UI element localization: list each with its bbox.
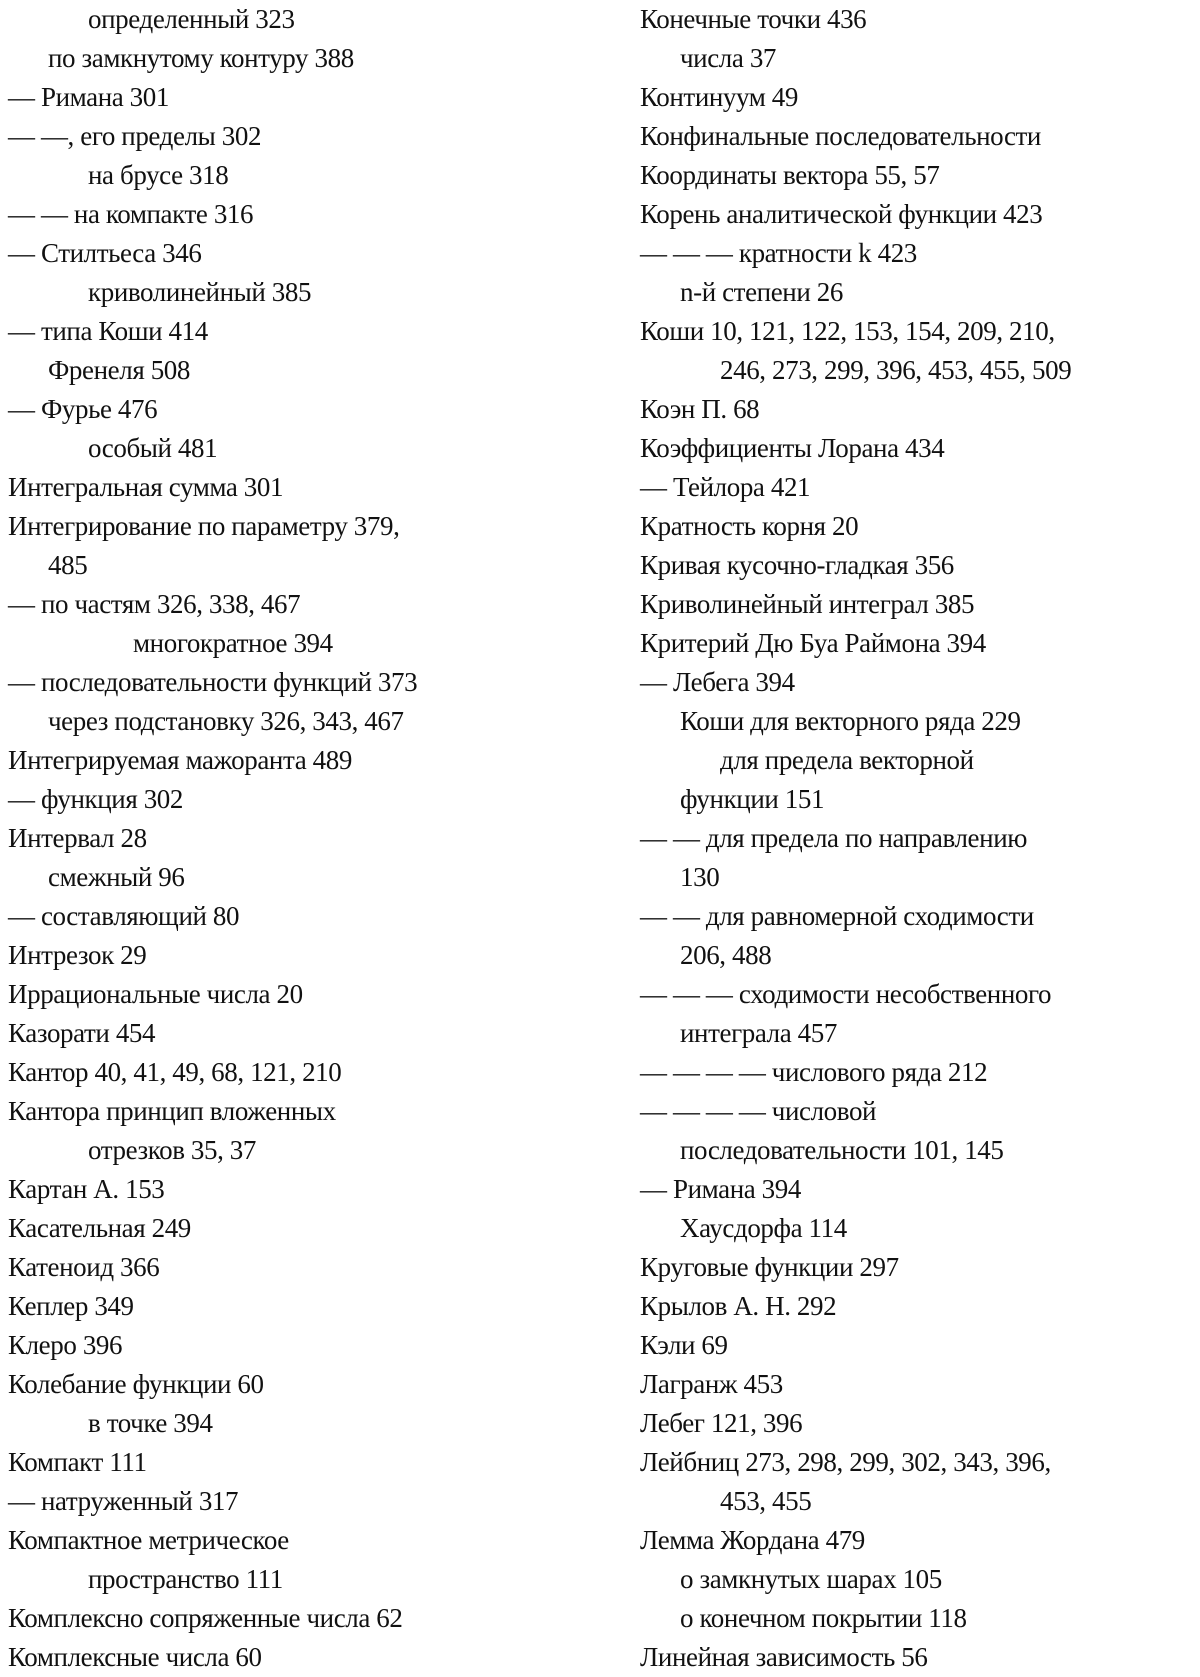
index-entry: Хаусдорфа 114: [680, 1213, 847, 1243]
index-entry: n-й степени 26: [680, 277, 843, 307]
index-entry: Компактное метрическое: [8, 1525, 289, 1555]
index-entry: по замкнутому контуру 388: [48, 43, 354, 73]
index-entry: Круговые функции 297: [640, 1252, 899, 1282]
index-entry: — типа Коши 414: [8, 316, 208, 346]
index-entry: — Римана 394: [640, 1174, 801, 1204]
index-entry: Казорати 454: [8, 1018, 156, 1048]
index-entry: — функция 302: [8, 784, 184, 814]
index-entry: Коэффициенты Лорана 434: [640, 433, 945, 463]
index-entry: — Лебега 394: [640, 667, 795, 697]
index-column-left: [8, 0, 608, 1677]
index-entry: Линейная зависимость 56: [640, 1642, 928, 1672]
index-entry: — натруженный 317: [8, 1486, 239, 1516]
index-entry: о конечном покрытии 118: [680, 1603, 967, 1633]
index-entry: Кэли 69: [640, 1330, 728, 1360]
index-entry: Комплексные числа 60: [8, 1642, 262, 1672]
index-entry: 485: [48, 550, 88, 580]
index-entry: Френеля 508: [48, 355, 190, 385]
index-entry: Лейбниц 273, 298, 299, 302, 343, 396,: [640, 1447, 1051, 1477]
index-entry: числа 37: [680, 43, 777, 73]
index-entry: пространство 111: [88, 1564, 283, 1594]
index-entry: в точке 394: [88, 1408, 213, 1438]
index-entry: Критерий Дю Буа Раймона 394: [640, 628, 986, 658]
index-entry: — — — сходимости несобственного: [640, 979, 1052, 1009]
index-entry: на брусе 318: [88, 160, 229, 190]
index-entry: Коши для векторного ряда 229: [680, 706, 1021, 736]
index-entry: 453, 455: [720, 1486, 812, 1516]
index-entry: Криволинейный интеграл 385: [640, 589, 975, 619]
index-entry: Интегрирование по параметру 379,: [8, 511, 400, 541]
index-entry: Континуум 49: [640, 82, 798, 112]
index-entry: 206, 488: [680, 940, 772, 970]
index-entry: Иррациональные числа 20: [8, 979, 303, 1009]
index-entry: многократное 394: [133, 628, 333, 658]
index-entry: Комплексно сопряженные числа 62: [8, 1603, 403, 1633]
index-entry: через подстановку 326, 343, 467: [48, 706, 404, 736]
index-entry: особый 481: [88, 433, 218, 463]
index-entry: — Тейлора 421: [640, 472, 811, 502]
index-entry: Коэн П. 68: [640, 394, 760, 424]
index-entry: Крылов А. Н. 292: [640, 1291, 837, 1321]
index-entry: Касательная 249: [8, 1213, 191, 1243]
index-entry: — — для предела по направлению: [640, 823, 1028, 853]
index-entry: — Фурье 476: [8, 394, 158, 424]
index-entry: Лемма Жордана 479: [640, 1525, 865, 1555]
index-entry: 130: [680, 862, 720, 892]
index-entry: отрезков 35, 37: [88, 1135, 256, 1165]
index-entry: — последовательности функций 373: [8, 667, 418, 697]
index-entry: 246, 273, 299, 396, 453, 455, 509: [720, 355, 1072, 385]
index-entry: последовательности 101, 145: [680, 1135, 1004, 1165]
index-entry: Интервал 28: [8, 823, 147, 853]
index-entry: Клеро 396: [8, 1330, 123, 1360]
index-entry: Колебание функции 60: [8, 1369, 264, 1399]
index-entry: Лебег 121, 396: [640, 1408, 803, 1438]
index-entry: Интегрируемая мажоранта 489: [8, 745, 352, 775]
index-entry: Кеплер 349: [8, 1291, 134, 1321]
index-entry: — —, его пределы 302: [8, 121, 262, 151]
index-entry: Кантора принцип вложенных: [8, 1096, 336, 1126]
index-entry: Картан А. 153: [8, 1174, 165, 1204]
index-entry: криволинейный 385: [88, 277, 312, 307]
index-entry: — — для равномерной сходимости: [640, 901, 1034, 931]
index-entry: определенный 323: [88, 4, 295, 34]
index-entry: смежный 96: [48, 862, 185, 892]
index-entry: Коши 10, 121, 122, 153, 154, 209, 210,: [640, 316, 1055, 346]
index-column-right: [640, 0, 1200, 1677]
index-entry: Компакт 111: [8, 1447, 147, 1477]
index-entry: Кривая кусочно-гладкая 356: [640, 550, 954, 580]
index-entry: интеграла 457: [680, 1018, 837, 1048]
index-entry: — — — — числовой: [640, 1096, 877, 1126]
index-entry: — — на компакте 316: [8, 199, 254, 229]
index-entry: Конфинальные последовательности: [640, 121, 1041, 151]
index-entry: Катеноид 366: [8, 1252, 160, 1282]
index-entry: функции 151: [680, 784, 825, 814]
index-entry: — — — кратности k 423: [640, 238, 917, 268]
index-entry: — по частям 326, 338, 467: [8, 589, 301, 619]
index-entry: — Стилтьеса 346: [8, 238, 202, 268]
index-entry: — Римана 301: [8, 82, 169, 112]
index-entry: о замкнутых шарах 105: [680, 1564, 942, 1594]
index-entry: Конечные точки 436: [640, 4, 867, 34]
index-entry: Координаты вектора 55, 57: [640, 160, 940, 190]
index-entry: — — — — числового ряда 212: [640, 1057, 988, 1087]
index-entry: Лагранж 453: [640, 1369, 783, 1399]
index-entry: Корень аналитической функции 423: [640, 199, 1043, 229]
index-entry: — составляющий 80: [8, 901, 240, 931]
index-entry: Интрезок 29: [8, 940, 147, 970]
index-entry: Интегральная сумма 301: [8, 472, 284, 502]
index-entry: для предела векторной: [720, 745, 974, 775]
index-entry: Кратность корня 20: [640, 511, 859, 541]
index-entry: Кантор 40, 41, 49, 68, 121, 210: [8, 1057, 342, 1087]
